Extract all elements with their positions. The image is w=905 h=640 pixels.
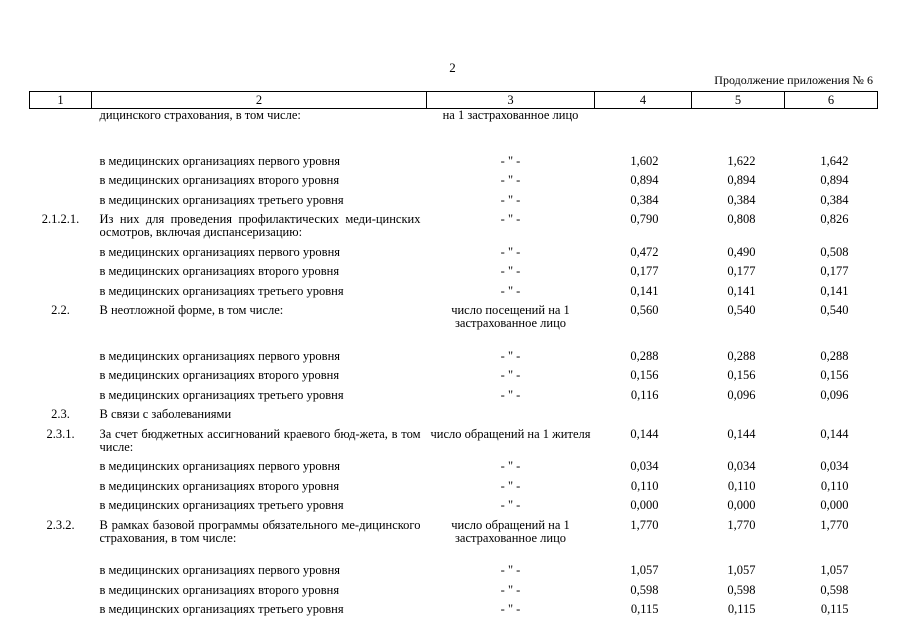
value-col-4: 1,770: [630, 517, 659, 532]
value-col-4: 0,141: [630, 283, 659, 298]
value-col-6: 0,508: [820, 244, 849, 259]
value-col-6: 0,110: [820, 478, 849, 493]
table-row: [30, 499, 878, 519]
table-row: [30, 155, 878, 175]
row-unit: - " -: [500, 212, 521, 226]
row-name: в медицинских организациях первого уровня: [99, 153, 341, 168]
row-unit: - " -: [500, 582, 521, 597]
value-col-6: [785, 109, 878, 155]
value-col-5: 1,057: [727, 563, 756, 577]
value-col-4: [595, 408, 692, 428]
row-number: [30, 499, 92, 519]
value-col-6: 1,642: [820, 153, 849, 168]
row-name: в медицинских организациях третьего уровня: [99, 498, 344, 512]
value-col-5: 0,808: [727, 212, 756, 226]
value-col-6: 0,115: [820, 602, 849, 616]
row-number: [30, 460, 92, 480]
value-col-4: 0,110: [630, 478, 659, 493]
value-col-5: 1,622: [727, 153, 756, 168]
value-col-4: 0,894: [630, 173, 659, 187]
row-name: в медицинских организациях первого уровня: [99, 348, 341, 363]
value-col-6: 0,598: [820, 582, 849, 597]
header-col-3: 3: [427, 92, 595, 109]
row-name: в медицинских организациях первого уровня: [99, 459, 341, 473]
row-unit: - " -: [500, 498, 521, 512]
value-col-5: 0,598: [727, 582, 756, 597]
row-name: В неотложной форме, в том числе:: [99, 303, 284, 317]
row-unit: - " -: [500, 387, 521, 402]
value-col-4: 1,602: [630, 153, 659, 168]
row-name: в медицинских организациях первого уровня: [99, 563, 341, 577]
row-name: в медицинских организациях первого уровня: [99, 244, 341, 259]
value-col-5: 1,770: [727, 517, 756, 532]
value-col-6: 0,540: [820, 303, 849, 317]
value-col-6: 0,000: [820, 498, 849, 512]
row-number: 2.3.: [51, 407, 70, 421]
value-col-4: 0,790: [630, 212, 659, 226]
row-number: [30, 194, 92, 214]
value-col-5: 0,177: [727, 264, 756, 278]
value-col-6: 1,770: [820, 517, 849, 532]
data-table: [29, 91, 878, 623]
table-row: [30, 480, 878, 500]
table-row: [30, 194, 878, 214]
value-col-4: 0,156: [630, 368, 659, 382]
row-number: 2.1.2.1.: [41, 212, 80, 226]
table-row: [30, 174, 878, 194]
row-name: Из них для проведения профилактических меди-цинских осмотров, включая диспансеризацию:: [99, 212, 421, 239]
value-col-4: 0,177: [630, 264, 659, 278]
header-col-2: 2: [92, 92, 427, 109]
row-unit: - " -: [500, 192, 521, 207]
row-unit: - " -: [500, 368, 521, 382]
table-row: [30, 389, 878, 409]
row-unit: - " -: [500, 459, 521, 473]
table-row: [30, 213, 878, 246]
value-col-4: 0,384: [630, 192, 659, 207]
row-number: 2.3.1.: [46, 426, 75, 441]
row-unit: [427, 408, 595, 428]
row-number: 2.3.2.: [46, 517, 75, 532]
row-name: В связи с заболеваниями: [99, 407, 232, 421]
row-unit: - " -: [500, 153, 521, 168]
row-name: в медицинских организациях второго уровня: [99, 582, 340, 597]
value-col-4: 0,115: [630, 602, 659, 616]
value-col-5: 0,490: [727, 244, 756, 259]
value-col-4: 0,116: [630, 387, 659, 402]
value-col-5: 0,156: [727, 368, 756, 382]
value-col-5: 0,141: [727, 283, 756, 298]
row-name: в медицинских организациях третьего уровня: [99, 602, 344, 616]
row-unit: - " -: [500, 478, 521, 493]
value-col-4: 0,598: [630, 582, 659, 597]
value-col-5: [692, 109, 785, 155]
row-name: в медицинских организациях второго уровня: [99, 173, 340, 187]
row-unit: на 1 застрахованное лицо: [442, 108, 579, 122]
row-number: [30, 369, 92, 389]
value-col-5: 0,894: [727, 173, 756, 187]
value-col-5: 0,000: [727, 498, 756, 512]
table-row: [30, 564, 878, 584]
row-unit: - " -: [500, 563, 521, 577]
row-unit: - " -: [500, 348, 521, 363]
row-name: В рамках базовой программы обязательного ме-дицинского страхования, в том числе:: [99, 517, 421, 545]
value-col-6: 0,141: [820, 283, 849, 298]
row-number: [30, 603, 92, 623]
value-col-5: 0,096: [727, 387, 756, 402]
header-col-1: 1: [30, 92, 92, 109]
row-name: дицинского страхования, в том числе:: [99, 108, 301, 122]
row-name: За счет бюджетных ассигнований краевого бюд-жета, в том числе:: [99, 426, 421, 454]
value-col-4: 0,472: [630, 244, 659, 259]
table-row: [30, 109, 878, 155]
row-unit: - " -: [500, 173, 521, 187]
table-row: [30, 460, 878, 480]
row-name: в медицинских организациях третьего уровня: [99, 387, 344, 402]
continuation-note: Продолжение приложения № 6: [714, 73, 873, 87]
value-col-4: 0,000: [630, 498, 659, 512]
value-col-6: 0,384: [820, 192, 849, 207]
value-col-6: 0,894: [820, 173, 849, 187]
row-name: в медицинских организациях второго уровня: [99, 264, 340, 278]
table-row: [30, 304, 878, 350]
value-col-5: 0,115: [727, 602, 756, 616]
row-number: [30, 155, 92, 175]
row-number: [30, 480, 92, 500]
header-row: [30, 92, 878, 109]
value-col-4: 0,560: [630, 303, 659, 317]
row-unit: - " -: [500, 264, 521, 278]
value-col-6: 0,177: [820, 264, 849, 278]
row-name: в медицинских организациях третьего уровня: [99, 192, 344, 207]
table-row: [30, 519, 878, 565]
table-row: [30, 285, 878, 305]
row-name: в медицинских организациях второго уровня: [99, 368, 340, 382]
table-row: [30, 265, 878, 285]
value-col-5: 0,288: [727, 348, 756, 363]
value-col-5: 0,034: [727, 459, 756, 473]
table-row: [30, 603, 878, 623]
value-col-6: 0,034: [820, 459, 849, 473]
value-col-4: 1,057: [630, 563, 659, 577]
table-row: [30, 428, 878, 461]
row-name: в медицинских организациях второго уровня: [99, 478, 340, 493]
value-col-5: 0,384: [727, 192, 756, 207]
value-col-4: 0,144: [630, 426, 659, 441]
table-row: [30, 369, 878, 389]
header-col-4: 4: [595, 92, 692, 109]
row-number: [30, 350, 92, 370]
row-number: [30, 564, 92, 584]
table-row: [30, 350, 878, 370]
value-col-6: 0,096: [820, 387, 849, 402]
value-col-4: [595, 109, 692, 155]
row-number: [30, 584, 92, 604]
value-col-6: 1,057: [820, 563, 849, 577]
header-col-5: 5: [692, 92, 785, 109]
row-number: [30, 389, 92, 409]
page-number: 2: [449, 60, 456, 75]
value-col-6: [785, 408, 878, 428]
table-row: [30, 408, 878, 428]
table-row: [30, 584, 878, 604]
row-unit: число обращений на 1 застрахованное лицо: [451, 517, 570, 545]
row-number: [30, 174, 92, 194]
row-number: 2.2.: [51, 303, 70, 317]
table-row: [30, 246, 878, 266]
row-unit: число посещений на 1 застрахованное лицо: [451, 303, 570, 330]
value-col-6: 0,144: [820, 426, 849, 441]
row-number: [30, 246, 92, 266]
row-unit: число обращений на 1 жителя: [430, 426, 591, 441]
value-col-5: [692, 408, 785, 428]
row-unit: - " -: [500, 244, 521, 259]
value-col-5: 0,540: [727, 303, 756, 317]
header-col-6: 6: [785, 92, 878, 109]
row-number: [30, 285, 92, 305]
row-unit: - " -: [500, 602, 521, 616]
value-col-4: 0,288: [630, 348, 659, 363]
row-name: в медицинских организациях третьего уровня: [99, 283, 344, 298]
row-unit: - " -: [500, 283, 521, 298]
value-col-6: 0,826: [820, 212, 849, 226]
value-col-5: 0,144: [727, 426, 756, 441]
row-number: [30, 265, 92, 285]
value-col-6: 0,288: [820, 348, 849, 363]
value-col-4: 0,034: [630, 459, 659, 473]
value-col-6: 0,156: [820, 368, 849, 382]
value-col-5: 0,110: [727, 478, 756, 493]
row-number: [30, 109, 92, 155]
